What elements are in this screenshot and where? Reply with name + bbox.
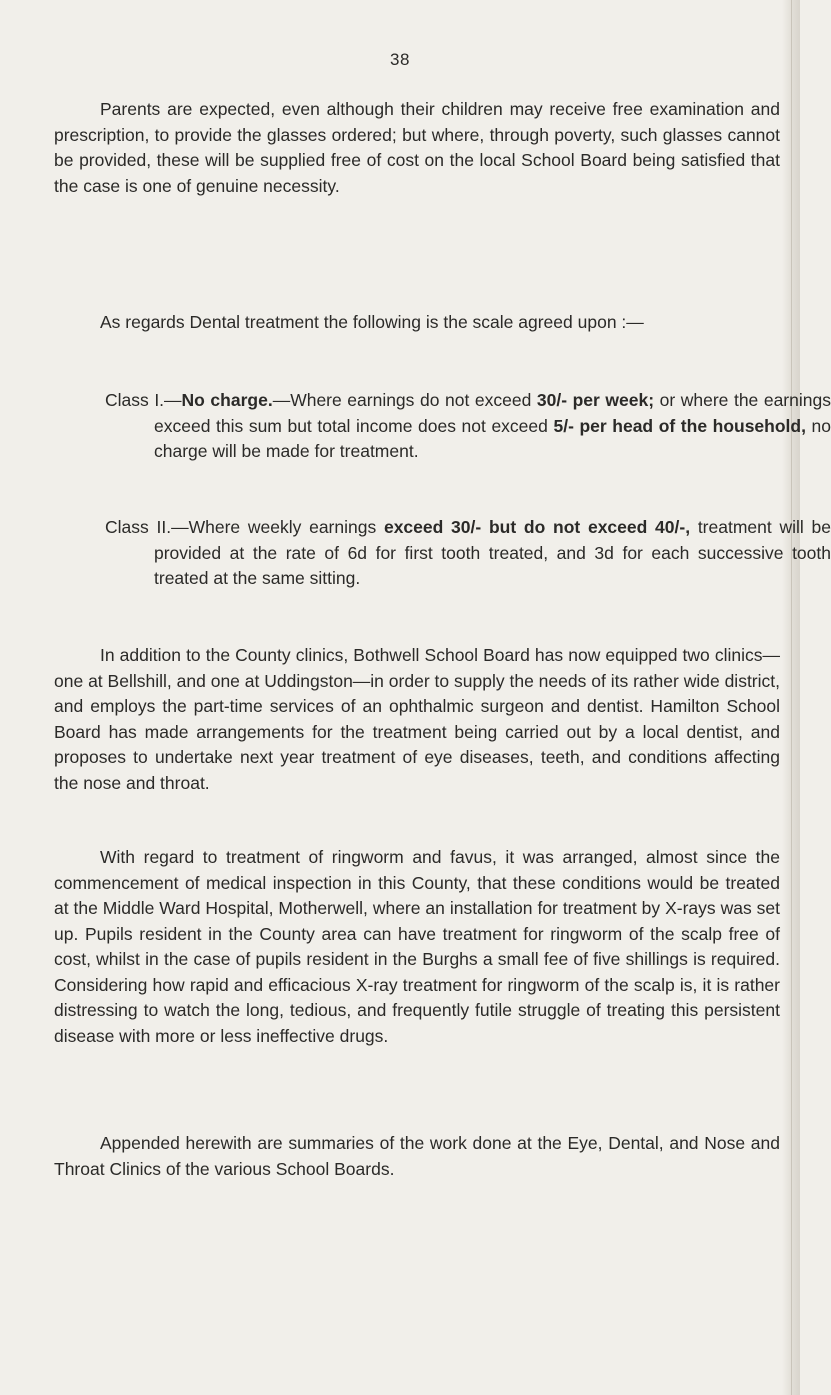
page-number: 38 <box>390 50 410 69</box>
paragraph-appended-summaries: Appended herewith are summaries of the work done at the Eye, Dental, and Nose and Throat Clinics of the various School Boards. <box>54 1133 780 1179</box>
paragraph-ringworm: With regard to treatment of ringworm and favus, it was arranged, almost since the commencement of medical inspection in this County, that these conditions would be treated at the Middle Ward Hospital, Motherwell, where an installation for treatment by X-rays was set up. Pupils resident in the County area can have treatment for ringworm of the scalp free of cost, whilst in the case of pupils resident in the Burghs a small fee of five shillings is required. Considering how rapid and efficacious X-ray treatment for ringworm of the scalp is, it is rather distressing to watch the long, tedious, and frequently futile struggle of treating this persistent disease with more or less ineffective drugs. <box>54 847 780 1046</box>
class-one-label: Class I.— <box>105 390 182 410</box>
class-two-earnings-range: exceed 30/- but do not exceed 40/-, <box>383 517 691 537</box>
class-one-no-charge: No charge. <box>181 390 273 410</box>
class-two-text: treatment will be provided at the rate of 6d for first tooth treated, and 3d for each successive tooth treated at the same sitting. <box>154 517 831 588</box>
class-two-label: Class II.—Where weekly earnings <box>105 517 384 537</box>
class-one-text-a: —Where earnings do not exceed <box>272 390 537 410</box>
class-one-text-c: no charge will be made for treatment. <box>154 415 831 461</box>
paragraph-clinics: In addition to the County clinics, Bothwell School Board has now equipped two clinics—one at Bellshill, and one at Uddingston—in order to supply the needs of its rather wide district, and employs the part-time services of an ophthalmic surgeon and dentist. Hamilton School Board has made arrangements for the treatment being carried out by a local dentist, and proposes to undertake next year treatment of eye diseases, teeth, and conditions affecting the nose and throat. <box>54 645 780 793</box>
dental-class-one <box>105 388 831 465</box>
class-one-household-limit: 5/- per head of the household, <box>553 415 806 436</box>
dental-class-two <box>105 515 831 592</box>
paragraph-dental-intro: As regards Dental treatment the following is the scale agreed upon :— <box>100 312 644 332</box>
class-one-earnings-limit: 30/- per week; <box>536 390 655 410</box>
paragraph-glasses: Parents are expected, even although their children may receive free examination and prescription, to provide the glasses ordered; but where, through poverty, such glasses cannot be provided, these will be supplied free of cost on the local School Board being satisfied that the case is one of genuine necessity. <box>54 99 780 196</box>
class-one-text-b: or where the earnings exceed this sum but total income does not exceed <box>154 390 831 436</box>
page-edge-line <box>791 0 792 1395</box>
